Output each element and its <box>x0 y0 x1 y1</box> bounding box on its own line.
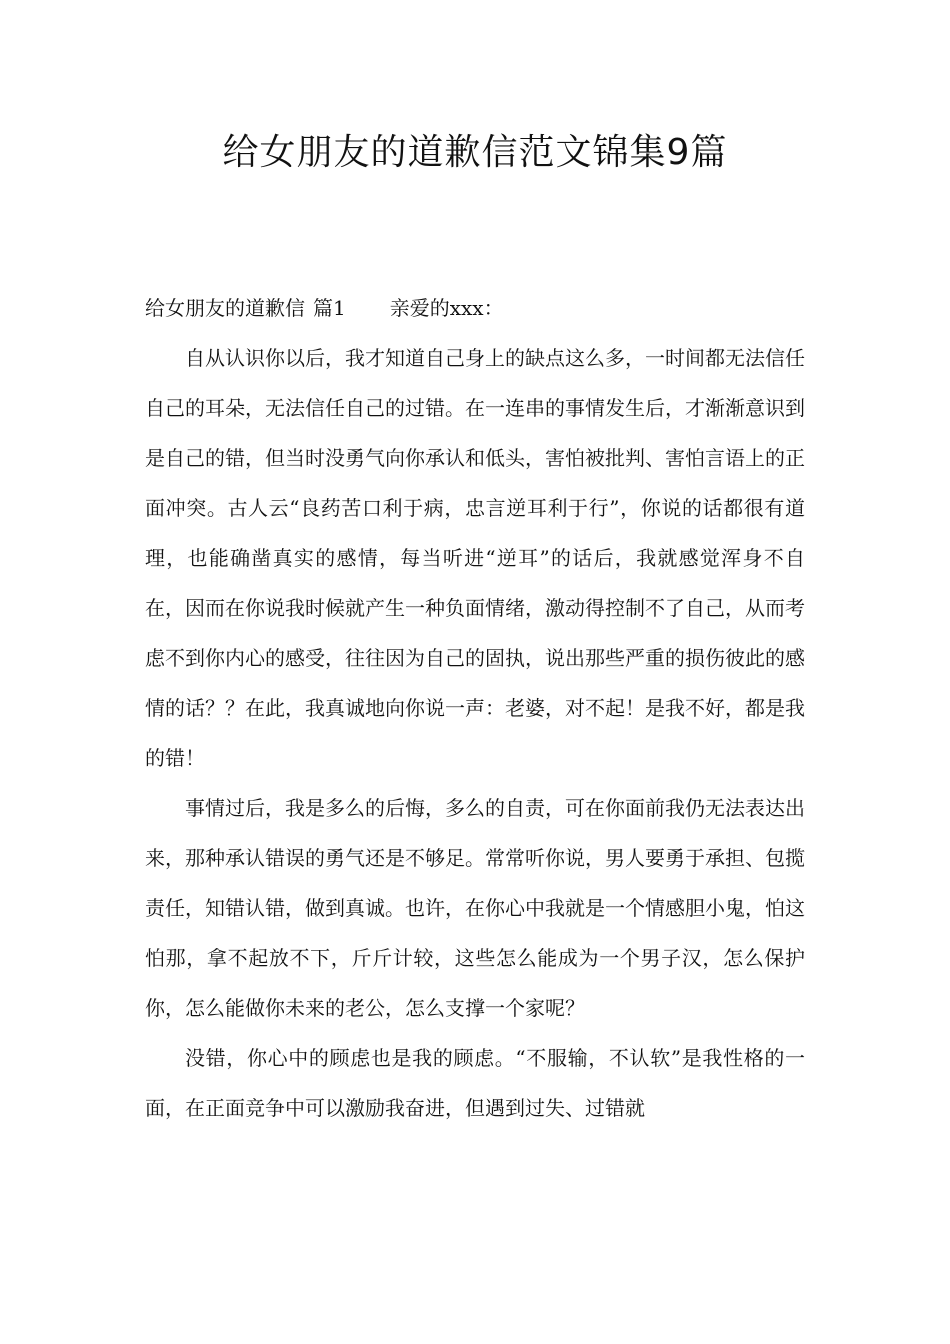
paragraph-1: 自从认识你以后，我才知道自己身上的缺点这么多，一时间都无法信任自己的耳朵，无法信任自己的过错。在一连串的事情发生后，才渐渐意识到是自己的错，但当时没勇气向你承认和低头，害怕被批判、害怕言语上的正面冲突。古人云“良药苦口利于病，忠言逆耳利于行”，你说的话都很有道理，也能确凿真实的感情，每当听进“逆耳”的话后，我就感觉浑身不自在，因而在你说我时候就产生一种负面情绪，激动得控制不了自己，从而考虑不到你内心的感受，往往因为自己的固执，说出那些严重的损伤彼此的感情的话？？在此，我真诚地向你说一声：老婆，对不起！是我不好，都是我的错！ <box>145 346 805 770</box>
first-line <box>145 283 805 333</box>
document-body <box>145 283 805 1133</box>
salutation: 亲爱的xxx： <box>389 296 504 320</box>
paragraph-2: 事情过后，我是多么的后悔，多么的自责，可在你面前我仍无法表达出来，那种承认错误的勇气还是不够足。常常听你说，男人要勇于承担、包揽责任，知错认错，做到真诚。也许，在你心中我就是一个情感胆小鬼，怕这怕那，拿不起放不下，斤斤计较，这些怎么能成为一个男子汉，怎么保护你，怎么能做你未来的老公，怎么支撑一个家呢？ <box>145 796 805 1020</box>
document-title: 给女朋友的道歉信范文锦集9篇 <box>222 132 728 173</box>
letter-heading: 给女朋友的道歉信 <box>145 296 305 320</box>
section-label: 篇1 <box>313 296 346 320</box>
paragraph-3: 没错，你心中的顾虑也是我的顾虑。“不服输，不认软”是我性格的一面，在正面竞争中可以激励我奋进，但遇到过失、过错就 <box>145 1046 805 1120</box>
